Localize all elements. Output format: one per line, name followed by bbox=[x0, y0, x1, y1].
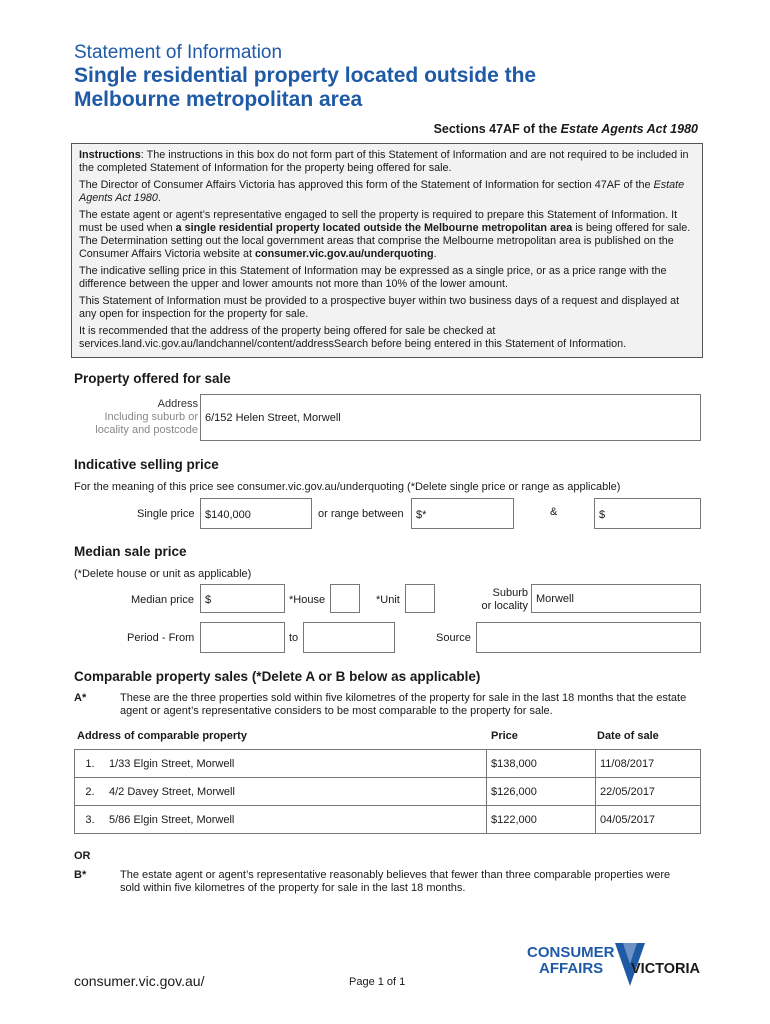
logo-line2: AFFAIRS bbox=[539, 960, 604, 977]
row-number: 1. bbox=[75, 750, 106, 778]
page-number: Page 1 of 1 bbox=[349, 976, 406, 988]
address-label bbox=[74, 398, 198, 437]
act-reference bbox=[434, 122, 698, 136]
row-address[interactable]: 5/86 Elgin Street, Morwell bbox=[105, 806, 487, 834]
instructions-p6: It is recommended that the address of the property being offered for sale be checked at services.land.vic.gov.au/landchannel/content/addressSearch before being entered in this Statement of Information. bbox=[79, 325, 627, 350]
instructions-p3-bold: a single residential property located outside the Melbourne metropolitan area bbox=[175, 222, 573, 234]
table-row bbox=[75, 778, 701, 806]
instructions-p2-text: The Director of Consumer Affairs Victoria has approved this form of the Statement of Information for section 47AF of the bbox=[79, 179, 654, 191]
single-price-field[interactable]: $140,000 bbox=[200, 498, 312, 529]
row-price[interactable]: $126,000 bbox=[487, 778, 596, 806]
range-label: or range between bbox=[318, 508, 404, 520]
instructions-p2 bbox=[79, 179, 695, 205]
instructions-p3-b: is being offered for sale. The Determination setting out the local government areas that comprise the Melbourne metropolitan area is published on the Consumer Affairs Victoria website at bbox=[79, 222, 691, 260]
col-address-header: Address of comparable property bbox=[77, 730, 247, 742]
col-date-header: Date of sale bbox=[597, 730, 659, 742]
unit-label: *Unit bbox=[376, 594, 400, 606]
row-price[interactable]: $138,000 bbox=[487, 750, 596, 778]
table-row bbox=[75, 750, 701, 778]
instructions-box bbox=[71, 143, 703, 358]
instructions-label: Instructions bbox=[79, 149, 141, 161]
option-a-label: A* bbox=[74, 692, 87, 704]
instructions-p2-italic: Estate Agents Act 1980 bbox=[79, 179, 685, 204]
instructions-p1-text: : The instructions in this box do not form part of this Statement of Information and are not required to be included in the completed Statement of Information for the property being offered for sale. bbox=[79, 149, 689, 174]
logo-mark bbox=[527, 940, 702, 990]
instructions-p3 bbox=[79, 209, 695, 261]
option-b-text: The estate agent or agent’s representative reasonably believes that fewer than three comparable properties were sold within five kilometres of the property for sale in the last 18 months. bbox=[120, 869, 671, 894]
row-date[interactable]: 04/05/2017 bbox=[596, 806, 701, 834]
option-a-text: These are the three properties sold within five kilometres of the property for sale in the last 18 months that the estate agent or agent’s representative considers to be most comparable to the property for sale. bbox=[120, 692, 687, 717]
footer-website[interactable]: consumer.vic.gov.au/ bbox=[74, 973, 205, 989]
comparable-heading: Comparable property sales (*Delete A or B below as applicable) bbox=[74, 669, 481, 684]
form-subtitle: Statement of Information bbox=[74, 42, 283, 63]
property-heading: Property offered for sale bbox=[74, 371, 231, 386]
price-note: For the meaning of this price see consumer.vic.gov.au/underquoting (*Delete single price or range as applicable) bbox=[74, 481, 621, 493]
address-label-line3: locality and postcode bbox=[95, 424, 198, 436]
instructions-p2-end: . bbox=[157, 192, 161, 204]
period-to-field[interactable] bbox=[303, 622, 395, 653]
suburb-field[interactable]: Morwell bbox=[531, 584, 701, 613]
form-title bbox=[74, 64, 714, 112]
title-line-2: Melbourne metropolitan area bbox=[74, 88, 363, 111]
house-checkbox[interactable] bbox=[330, 584, 360, 613]
logo-line1: CONSUMER bbox=[527, 944, 615, 961]
instructions-p3-end: . bbox=[433, 248, 437, 260]
title-line-1: Single residential property located outside the bbox=[74, 64, 537, 87]
instructions-p4: The indicative selling price in this Statement of Information may be expressed as a single price, or as a price range with the difference between the upper and lower amounts not more than 10% of the lower amount. bbox=[79, 265, 667, 290]
logo-word: VICTORIA bbox=[631, 961, 701, 977]
underquoting-link[interactable]: consumer.vic.gov.au/underquoting bbox=[255, 248, 434, 260]
instructions-p1 bbox=[79, 149, 695, 175]
suburb-label-line2: or locality bbox=[481, 600, 528, 612]
range-to-field[interactable]: $ bbox=[594, 498, 701, 529]
source-field[interactable] bbox=[476, 622, 701, 653]
suburb-label bbox=[470, 587, 528, 613]
median-price-field[interactable]: $ bbox=[200, 584, 285, 613]
range-ampersand: & bbox=[550, 506, 558, 518]
row-price[interactable]: $122,000 bbox=[487, 806, 596, 834]
range-from-field[interactable]: $* bbox=[411, 498, 514, 529]
consumer-affairs-logo bbox=[527, 940, 702, 990]
act-name: Estate Agents Act 1980 bbox=[560, 122, 698, 136]
col-price-header: Price bbox=[491, 730, 518, 742]
table-row bbox=[75, 806, 701, 834]
row-date[interactable]: 22/05/2017 bbox=[596, 778, 701, 806]
period-from-label: Period - From bbox=[127, 632, 195, 644]
or-label: OR bbox=[74, 850, 91, 862]
act-prefix: Sections 47AF of the bbox=[433, 122, 561, 136]
source-label: Source bbox=[436, 632, 471, 644]
single-price-label: Single price bbox=[137, 508, 195, 520]
row-date[interactable]: 11/08/2017 bbox=[596, 750, 701, 778]
period-from-field[interactable] bbox=[200, 622, 285, 653]
address-label-line1: Address bbox=[157, 398, 198, 410]
row-number: 3. bbox=[75, 806, 106, 834]
price-heading: Indicative selling price bbox=[74, 457, 219, 472]
period-to-label: to bbox=[289, 632, 299, 644]
instructions-p3-a: The estate agent or agent’s representative engaged to sell the property is required to prepare this Statement of Information. It must be used when bbox=[79, 209, 678, 234]
median-note: (*Delete house or unit as applicable) bbox=[74, 568, 252, 580]
row-address[interactable]: 4/2 Davey Street, Morwell bbox=[105, 778, 487, 806]
comparable-table bbox=[74, 749, 701, 834]
address-label-line2: Including suburb or bbox=[104, 411, 198, 423]
median-heading: Median sale price bbox=[74, 544, 187, 559]
option-b-label: B* bbox=[74, 869, 87, 881]
median-price-label: Median price bbox=[131, 594, 194, 606]
house-label: *House bbox=[289, 594, 326, 606]
row-number: 2. bbox=[75, 778, 106, 806]
suburb-label-line1: Suburb bbox=[492, 587, 528, 599]
unit-checkbox[interactable] bbox=[405, 584, 435, 613]
address-field[interactable]: 6/152 Helen Street, Morwell bbox=[200, 394, 701, 441]
instructions-p5: This Statement of Information must be provided to a prospective buyer within two business days of a request and displayed at any open for inspection for the property for sale. bbox=[79, 295, 680, 320]
row-address[interactable]: 1/33 Elgin Street, Morwell bbox=[105, 750, 487, 778]
